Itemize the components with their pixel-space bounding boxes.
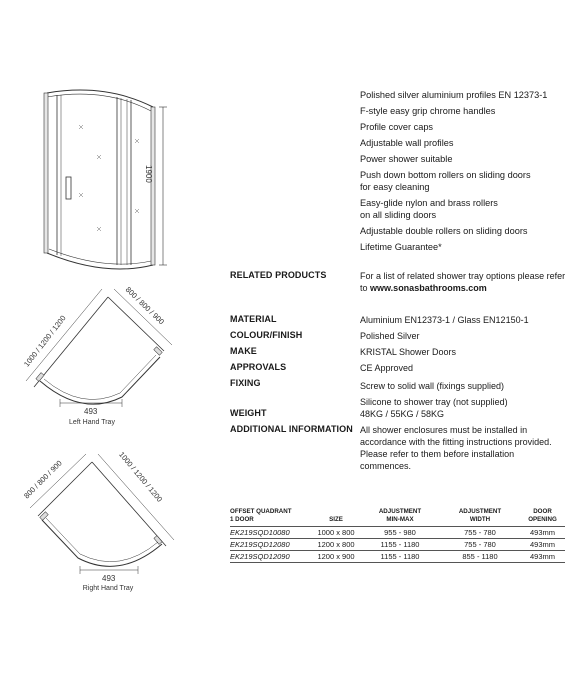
table-row	[230, 527, 565, 539]
feature-item: Easy-glide nylon and brass rollers	[360, 198, 498, 208]
feature-item: Push down bottom rollers on sliding doors	[360, 170, 531, 180]
fixing-label: FIXING	[230, 378, 261, 388]
product-minmax: 1155 - 1180	[360, 551, 440, 563]
left-hand-tray-drawing	[22, 285, 192, 430]
colour-label: COLOUR/FINISH	[230, 330, 303, 340]
header-text: 1 DOOR	[230, 515, 254, 523]
header-size: SIZE	[329, 515, 343, 523]
header-text: OPENING	[528, 515, 557, 523]
header-text: DOOR	[533, 508, 552, 515]
right-hand-tray-drawing	[20, 450, 190, 595]
header-door-opening	[520, 508, 565, 527]
product-opening: 493mm	[520, 539, 565, 551]
weight-label: WEIGHT	[230, 408, 267, 418]
approvals-value: CE Approved	[360, 363, 414, 373]
header-adjustment-width	[440, 508, 520, 527]
product-code: EK219SQD12080	[230, 539, 312, 551]
features-list	[360, 89, 565, 257]
product-size: 1200 x 800	[312, 539, 360, 551]
feature-item: Power shower suitable	[360, 154, 453, 164]
related-products-line2	[360, 282, 570, 294]
product-code: EK219SQD10080	[230, 527, 312, 539]
colour-value: Polished Silver	[360, 331, 420, 341]
front-elevation-drawing	[35, 85, 175, 280]
related-products-line1: For a list of related shower tray options please refer	[360, 271, 566, 281]
fixing-line1: Screw to solid wall (fixings supplied)	[360, 381, 505, 391]
related-prefix: to	[360, 283, 371, 293]
fixing-value	[360, 378, 570, 410]
header-text: ADJUSTMENT	[378, 508, 422, 515]
product-minmax: 955 - 980	[360, 527, 440, 539]
additional-line: Please refer to them before installation	[360, 449, 515, 459]
height-dimension: 1900	[144, 165, 153, 183]
product-code: EK219SQD12090	[230, 551, 312, 563]
header-text: OFFSET QUADRANT	[230, 508, 292, 515]
left-tray-dim-right: 800 / 800 / 900	[123, 285, 167, 327]
product-width: 855 - 1180	[440, 551, 520, 563]
weight-value: 48KG / 55KG / 58KG	[360, 409, 445, 419]
feature-item: Adjustable double rollers on sliding doors	[360, 226, 528, 236]
product-table	[230, 508, 565, 563]
additional-line: All shower enclosures must be installed in	[360, 425, 528, 435]
feature-item: on all sliding doors	[360, 210, 437, 220]
website-link[interactable]: www.sonasbathrooms.com	[370, 283, 487, 293]
related-products-label: RELATED PRODUCTS	[230, 270, 327, 280]
header-text: ADJUSTMENT	[458, 508, 502, 515]
header-offset-quadrant	[230, 508, 312, 527]
table-row	[230, 539, 565, 551]
material-label: MATERIAL	[230, 314, 277, 324]
left-tray-caption: Left Hand Tray	[69, 419, 115, 426]
feature-item: Polished silver aluminium profiles EN 12373-1	[360, 90, 548, 100]
product-opening: 493mm	[520, 551, 565, 563]
product-width: 755 - 780	[440, 539, 520, 551]
right-tray-dim-left: 800 / 800 / 900	[22, 458, 64, 501]
table-row	[230, 551, 565, 563]
product-opening: 493mm	[520, 527, 565, 539]
left-tray-dim-bottom: 493	[84, 407, 98, 416]
additional-info-label: ADDITIONAL INFORMATION	[230, 424, 353, 434]
right-tray-caption: Right Hand Tray	[82, 585, 134, 592]
additional-line: commences.	[360, 461, 412, 471]
product-width: 755 - 780	[440, 527, 520, 539]
right-tray-dim-right: 1000 / 1200 / 1200	[117, 450, 165, 504]
table-header-row	[230, 508, 565, 527]
fixing-line2: Silicone to shower tray (not supplied)	[360, 397, 508, 407]
product-size: 1200 x 900	[312, 551, 360, 563]
feature-item: Adjustable wall profiles	[360, 138, 454, 148]
left-tray-dim-left: 1000 / 1200 / 1200	[22, 313, 68, 369]
header-adjustment-minmax	[360, 508, 440, 527]
related-products-text	[360, 270, 570, 294]
additional-info-value	[360, 424, 570, 472]
product-minmax: 1155 - 1180	[360, 539, 440, 551]
material-value: Aluminium EN12373-1 / Glass EN12150-1	[360, 315, 529, 325]
right-tray-dim-bottom: 493	[102, 574, 116, 583]
make-value: KRISTAL Shower Doors	[360, 347, 457, 357]
product-size: 1000 x 800	[312, 527, 360, 539]
additional-line: accordance with the fitting instructions provided.	[360, 437, 552, 447]
feature-item: for easy cleaning	[360, 182, 430, 192]
feature-item: F-style easy grip chrome handles	[360, 106, 496, 116]
header-text: MIN-MAX	[386, 515, 414, 523]
approvals-label: APPROVALS	[230, 362, 287, 372]
make-label: MAKE	[230, 346, 257, 356]
header-text: WIDTH	[469, 515, 491, 523]
feature-item: Profile cover caps	[360, 122, 434, 132]
feature-item: Lifetime Guarantee*	[360, 242, 442, 252]
